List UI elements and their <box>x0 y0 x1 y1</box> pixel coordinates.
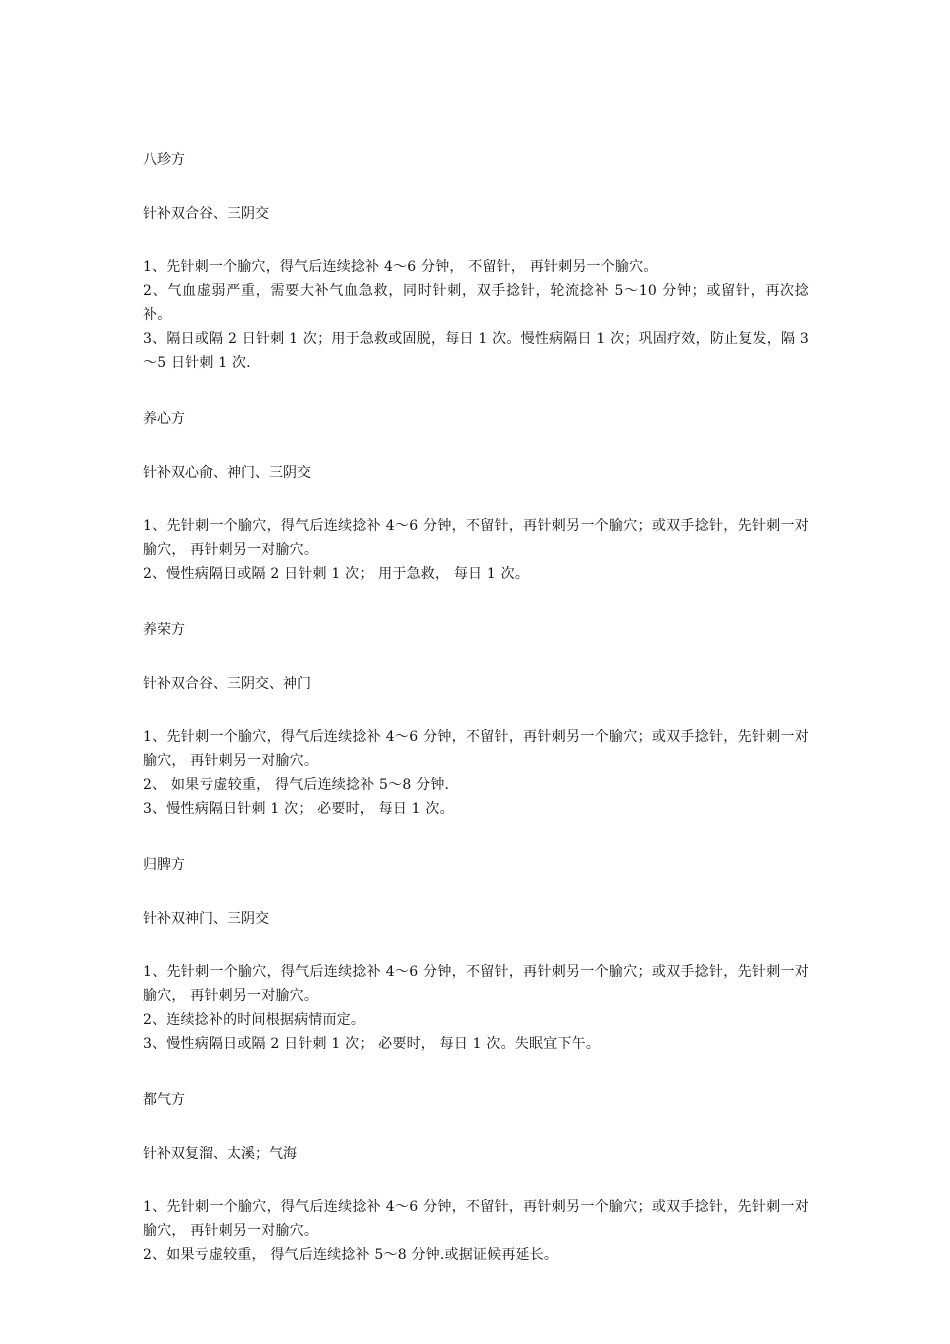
document-page <box>143 150 809 1301</box>
step-item: 2、 如果亏虚较重， 得气后连续捻补 5～8 分钟. <box>143 777 450 793</box>
acupoint-prescription: 针补双心俞、神门、三阴交 <box>143 465 311 481</box>
step-list <box>143 255 809 375</box>
step-list <box>143 960 809 1056</box>
step-item: 1、先针刺一个腧穴，得气后连续捻补 4～6 分钟，不留针，再针刺另一个腧穴；或双手捻针，先针刺一对腧穴， 再针刺另一对腧穴。 <box>143 729 809 769</box>
section-duqi <box>143 1090 809 1267</box>
step-item: 3、慢性病隔日针刺 1 次； 必要时， 每日 1 次。 <box>143 801 454 817</box>
section-title: 都气方 <box>143 1092 185 1108</box>
step-item: 3、隔日或隔 2 日针刺 1 次；用于急救或固脱，每日 1 次。慢性病隔日 1 次；巩固疗效，防止复发，隔 3～5 日针刺 1 次. <box>143 331 809 371</box>
section-title: 养心方 <box>143 411 185 427</box>
section-yangxin <box>143 409 809 586</box>
acupoint-prescription: 针补双合谷、三阴交、神门 <box>143 676 311 692</box>
step-item: 2、如果亏虚较重， 得气后连续捻补 5～8 分钟.或据证候再延长。 <box>143 1247 559 1263</box>
step-list <box>143 725 809 821</box>
acupoint-prescription: 针补双合谷、三阴交 <box>143 206 269 222</box>
step-item: 2、气血虚弱严重，需要大补气血急救，同时针刺，双手捻针，轮流捻补 5～10 分钟；或留针，再次捻补。 <box>143 283 809 323</box>
section-title: 八珍方 <box>143 152 185 168</box>
step-item: 3、慢性病隔日或隔 2 日针刺 1 次； 必要时， 每日 1 次。失眠宜下午。 <box>143 1036 601 1052</box>
acupoint-prescription: 针补双神门、三阴交 <box>143 911 269 927</box>
step-list <box>143 514 809 586</box>
acupoint-prescription: 针补双复溜、太溪；气海 <box>143 1146 297 1162</box>
step-list <box>143 1195 809 1267</box>
section-title: 归脾方 <box>143 857 185 873</box>
step-item: 1、先针刺一个腧穴，得气后连续捻补 4～6 分钟，不留针，再针刺另一个腧穴；或双手捻针，先针刺一对腧穴， 再针刺另一对腧穴。 <box>143 1199 809 1239</box>
section-yangrong <box>143 620 809 821</box>
step-item: 1、先针刺一个腧穴，得气后连续捻补 4～6 分钟，不留针，再针刺另一个腧穴；或双手捻针，先针刺一对腧穴， 再针刺另一对腧穴。 <box>143 518 809 558</box>
step-item: 2、慢性病隔日或隔 2 日针刺 1 次； 用于急救， 每日 1 次。 <box>143 566 530 582</box>
section-title: 养荣方 <box>143 622 185 638</box>
section-bazhen <box>143 150 809 375</box>
step-item: 1、先针刺一个腧穴，得气后连续捻补 4～6 分钟， 不留针， 再针刺另一个腧穴。 <box>143 259 658 275</box>
step-item: 1、先针刺一个腧穴，得气后连续捻补 4～6 分钟，不留针，再针刺另一个腧穴；或双手捻针，先针刺一对腧穴， 再针刺另一对腧穴。 <box>143 964 809 1004</box>
section-guipi <box>143 855 809 1056</box>
step-item: 2、连续捻补的时间根据病情而定。 <box>143 1012 366 1028</box>
